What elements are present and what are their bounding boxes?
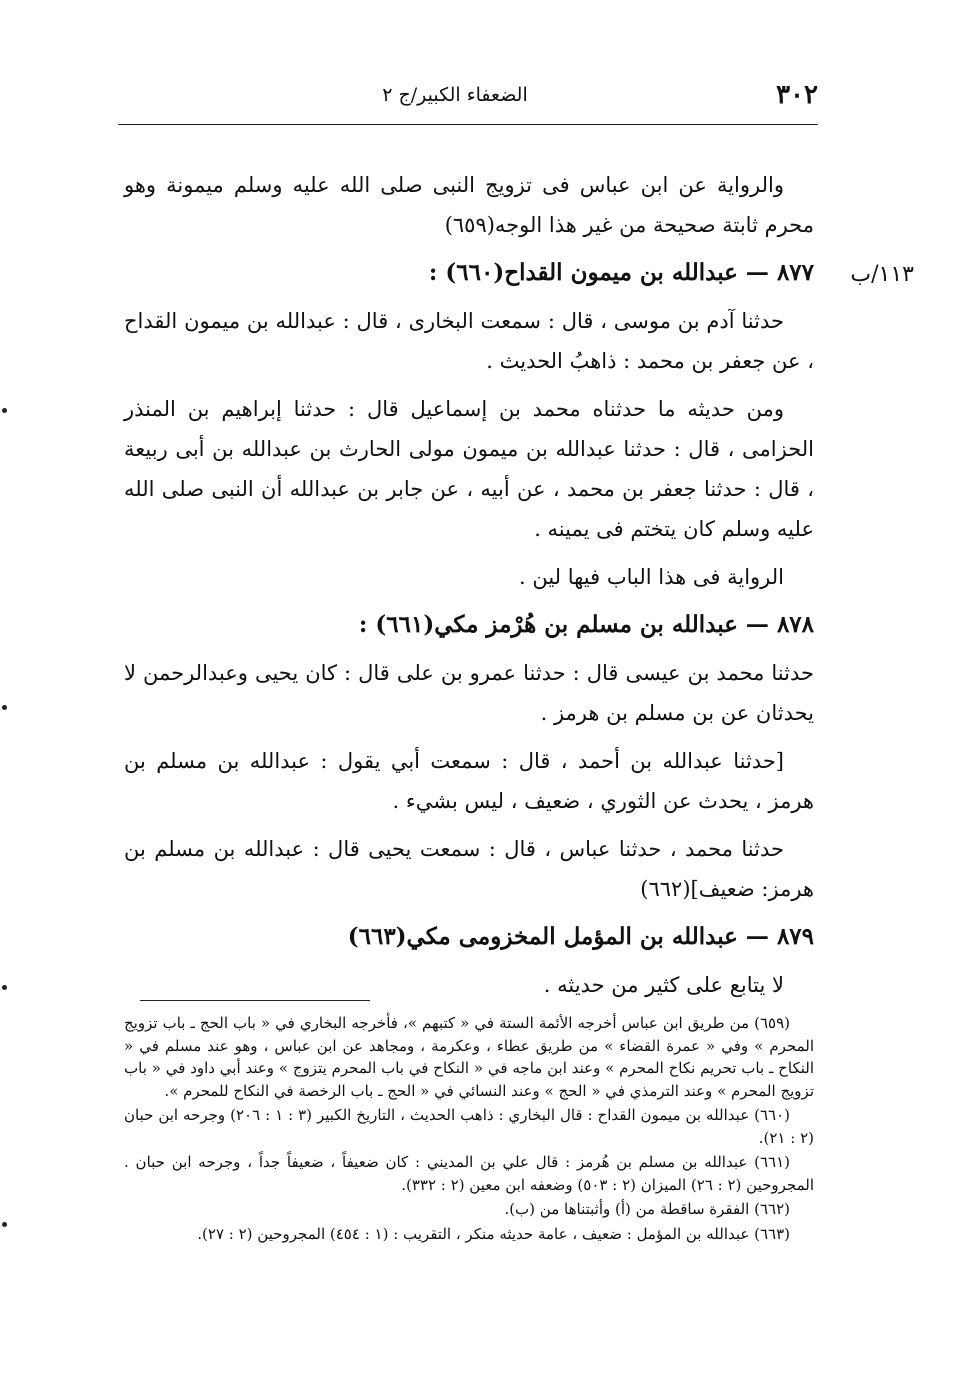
paragraph: حدثنا محمد ، حدثنا عباس ، قال : سمعت يحيى قال : عبدالله بن مسلم بن هرمز: ضعيف](٦٦٢) <box>124 837 814 901</box>
footnote: (٦٦٣) عبدالله بن المؤمل : ضعيف ، عامة حديثه منكر ، التقريب : (١ : ٤٥٤) المجروحين (٢ : ٢٧). <box>197 1224 790 1243</box>
footnote: (٦٦٢) الفقرة ساقطة من (أ) وأثبتناها من (ب). <box>504 1200 790 1218</box>
paragraph: [حدثنا عبدالله بن أحمد ، قال : سمعت أبي يقول : عبدالله بن مسلم بن هرمز ، يحدث عن الثوري ، ضعيف ، ليس بشيء . <box>124 749 814 813</box>
footnote: (٦٦٠) عبدالله بن ميمون القداح : قال البخاري : ذاهب الحديث ، التاريخ الكبير (٣ : ١ : ٢٠٦) وجرحه ابن حبان (٢ : ٢١). <box>124 1106 814 1147</box>
footnote-rule <box>140 1000 370 1001</box>
paragraph: والرواية عن ابن عباس فى تزويج النبى صلى الله عليه وسلم ميمونة وهو محرم ثابتة صحيحة من غير هذا الوجه(٦٥٩) <box>124 173 814 237</box>
footnote: (٦٦١) عبدالله بن مسلم بن هُرمز : قال علي بن المديني : كان ضعيفاً ، ضعيفاً جداً ، وجرحه ابن حبان . المجروحين (٢ : ٢٦) الميزان (٢ : ٥٠٣) وضعفه ابن معين (٢ : ٣٣٢). <box>124 1153 814 1194</box>
scan-mark <box>2 705 7 710</box>
main-text <box>124 165 814 1013</box>
paragraph: حدثنا آدم بن موسى ، قال : سمعت البخارى ، قال : عبدالله بن ميمون القداح ، عن جعفر بن محمد : ذاهبُ الحديث . <box>124 309 814 373</box>
paragraph: لا يتابع على كثير من حديثه . <box>543 973 784 997</box>
scan-mark <box>2 1222 7 1227</box>
footnote: (٦٥٩) من طريق ابن عباس أخرجه الأئمة الستة في « كتبهم »، فأخرجه البخاري في « باب الحج ـ باب تزويج المحرم » وفي « عمرة القضاء » من طريق عطاء ، وعكرمة ، ومجاهد عن ابن عباس ، وهو عند مسلم في « النكاح ـ باب تحريم نكاح المحرم » وعند ابن ماجه في « النكاح في باب المحرم يتزوج » وعند أبي داود في « باب تزويج المحرم » وعند الترمذي في « الحج » وعند النسائي في « الحج ـ باب الرخصة في النكاح للمحرم ». <box>124 1014 814 1100</box>
entry-heading: ٨٧٨ — عبدالله بن مسلم بن هُرْمز مكي(٦٦١) : <box>358 611 814 638</box>
paragraph: ومن حديثه ما حدثناه محمد بن إسماعيل قال : حدثنا إبراهيم بن المنذر الحزامى ، قال : حدثنا عبدالله بن ميمون مولى الحارث بن عبدالله بن أبى ربيعة ، قال : حدثنا جعفر بن محمد ، عن أبيه ، عن جابر بن عبدالله أن النبى صلى الله عليه وسلم كان يتختم فى يمينه . <box>124 397 814 541</box>
paragraph: حدثنا محمد بن عيسى قال : حدثنا عمرو بن على قال : كان يحيى وعبدالرحمن لا يحدثان عن بن مسلم بن هرمز . <box>124 661 814 725</box>
entry-heading: ٨٧٧ — عبدالله بن ميمون القداح(٦٦٠) : <box>428 259 814 286</box>
scan-mark <box>2 985 7 990</box>
entry-heading: ٨٧٩ — عبدالله بن المؤمل المخزومى مكي(٦٦٣) <box>347 923 814 950</box>
page-number: ٣٠٢ <box>776 80 818 110</box>
header-rule <box>118 124 818 125</box>
footnotes <box>124 1012 814 1247</box>
manuscript-folio-ref: ١١٣/ب <box>850 262 914 287</box>
running-title: الضعفاء الكبير/ج ٢ <box>382 84 528 106</box>
paragraph: الرواية فى هذا الباب فيها لين . <box>518 565 784 589</box>
scan-mark <box>2 408 7 413</box>
